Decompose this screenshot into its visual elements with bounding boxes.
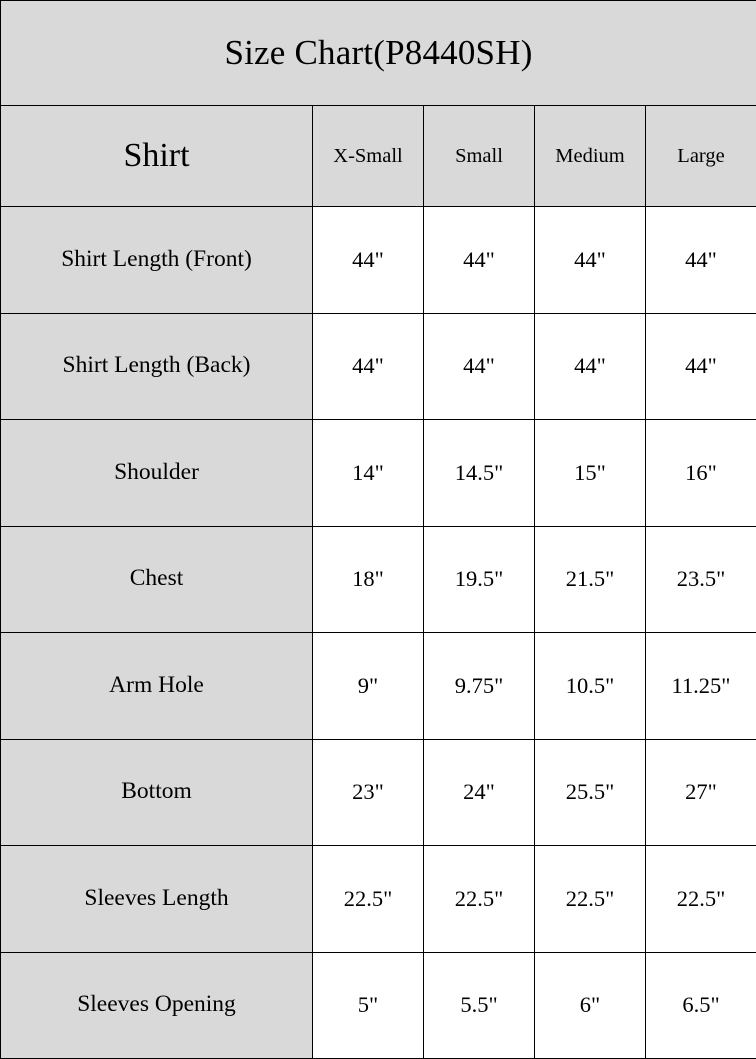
measurement-value: 21.5": [535, 526, 646, 633]
measurement-value: 15": [535, 420, 646, 527]
column-header-x-small: X-Small: [313, 106, 424, 207]
table-row: [1, 207, 756, 314]
column-header-medium: Medium: [535, 106, 646, 207]
table-row: [1, 526, 756, 633]
table-row: [1, 952, 756, 1059]
title-row: [1, 1, 756, 106]
measurement-value: 10.5": [535, 633, 646, 740]
measurement-value: 44": [313, 313, 424, 420]
measurement-value: 44": [646, 313, 756, 420]
column-header-small: Small: [424, 106, 535, 207]
measurement-label: Arm Hole: [1, 633, 313, 740]
table-row: [1, 420, 756, 527]
measurement-value: 44": [535, 313, 646, 420]
measurement-value: 5": [313, 952, 424, 1059]
measurement-value: 9": [313, 633, 424, 740]
column-header-large: Large: [646, 106, 756, 207]
measurement-label: Shoulder: [1, 420, 313, 527]
measurement-value: 6.5": [646, 952, 756, 1059]
measurement-label: Chest: [1, 526, 313, 633]
measurement-label: Shirt Length (Front): [1, 207, 313, 314]
measurement-value: 14": [313, 420, 424, 527]
column-header-category: Shirt: [1, 106, 313, 207]
measurement-value: 16": [646, 420, 756, 527]
measurement-value: 25.5": [535, 739, 646, 846]
measurement-value: 44": [646, 207, 756, 314]
measurement-value: 22.5": [535, 846, 646, 953]
measurement-value: 27": [646, 739, 756, 846]
measurement-value: 24": [424, 739, 535, 846]
table-row: [1, 739, 756, 846]
measurement-value: 44": [535, 207, 646, 314]
table-header-row: [1, 106, 756, 207]
table-row: [1, 633, 756, 740]
measurement-value: 9.75": [424, 633, 535, 740]
measurement-value: 23": [313, 739, 424, 846]
measurement-label: Sleeves Opening: [1, 952, 313, 1059]
measurement-value: 11.25": [646, 633, 756, 740]
measurement-value: 5.5": [424, 952, 535, 1059]
measurement-value: 44": [424, 207, 535, 314]
measurement-label: Sleeves Length: [1, 846, 313, 953]
measurement-value: 22.5": [646, 846, 756, 953]
measurement-value: 19.5": [424, 526, 535, 633]
measurement-value: 18": [313, 526, 424, 633]
table-row: [1, 846, 756, 953]
measurement-value: 6": [535, 952, 646, 1059]
measurement-value: 44": [313, 207, 424, 314]
measurement-label: Bottom: [1, 739, 313, 846]
measurement-value: 23.5": [646, 526, 756, 633]
measurement-value: 22.5": [424, 846, 535, 953]
measurement-value: 44": [424, 313, 535, 420]
measurement-label: Shirt Length (Back): [1, 313, 313, 420]
measurement-value: 22.5": [313, 846, 424, 953]
page-title: Size Chart(P8440SH): [1, 1, 756, 106]
table-row: [1, 313, 756, 420]
measurement-value: 14.5": [424, 420, 535, 527]
